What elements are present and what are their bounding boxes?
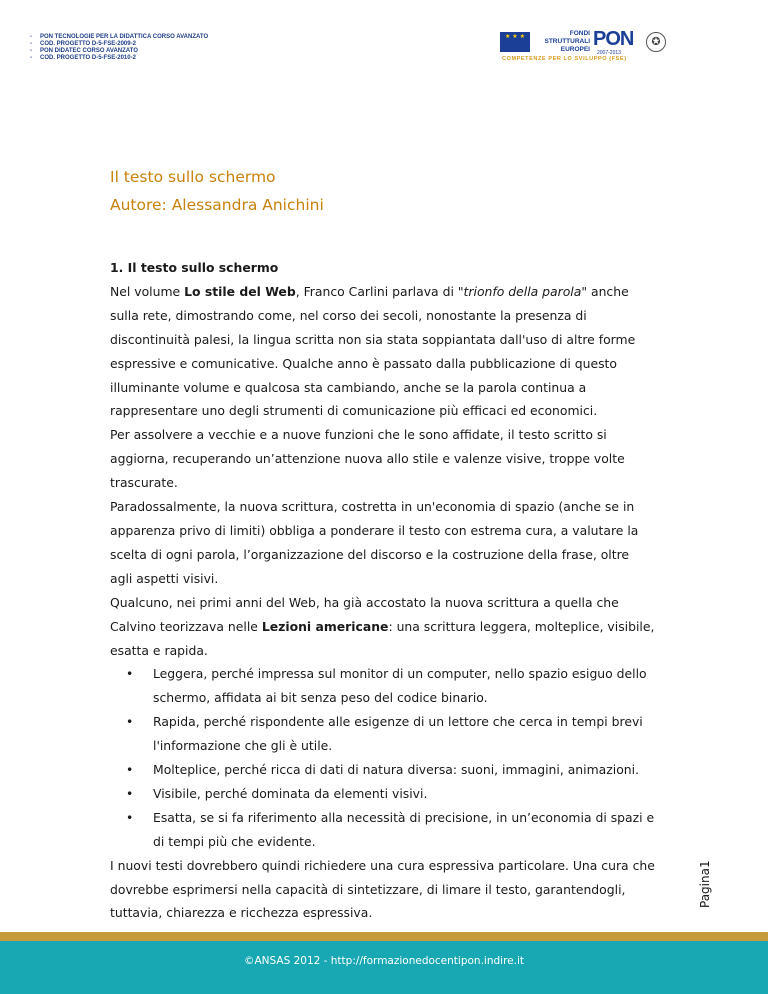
paragraph: I nuovi testi dovrebbero quindi richiedere una cura espressiva particolare. Una cura che dovrebbe esprimersi nella capacità di sintetizzare, di limare il testo, garantendogli, tuttavia, chiarezza e ricchezza espressiva. <box>110 857 655 921</box>
pon-logo: PON <box>593 28 634 50</box>
paragraph: Qualcuno, nei primi anni del Web, ha già accostato la nuova scrittura a quella che Calvino teorizzava nelle Lezioni americane: una scrittura leggera, molteplice, visibile, esatta e rapida. <box>110 594 655 658</box>
book-title: Lo stile del Web <box>184 283 296 299</box>
title-line: Il testo sullo schermo <box>110 168 276 186</box>
header-line: - PON TECNOLOGIE PER LA DIDATTICA CORSO AVANZATO <box>30 34 209 40</box>
bullet-icon: • <box>126 785 134 801</box>
section-heading: 1. Il testo sullo schermo <box>110 260 279 275</box>
bullet-icon: • <box>126 714 134 730</box>
bullet-icon: • <box>126 762 134 778</box>
paragraph: Nel volume Lo stile del Web, Franco Carlini parlava di "trionfo della parola" anche sulla rete, dimostrando come, nel corso dei secoli, nonostante la presenza di discontinuità palesi, la lingua scritta non sia stata soppiantata dall'uso di altre forme espressive e comunicative. Qualche anno è passato dalla pubblicazione di questo illuminante volume e qualcosa sta cambiando, anche se la parola continua a rappresentare uno degli strumenti di comunicazione più efficaci ed economici. <box>110 283 636 419</box>
list-item: • Visibile, perché dominata da elementi visivi. <box>153 782 655 806</box>
eu-flag-icon: ★ ★ ★ <box>500 32 530 52</box>
header-line: - COD. PROGETTO D-5-FSE-2010-2 <box>30 55 136 61</box>
book-title: Lezioni americane <box>261 618 389 634</box>
paragraph: Paradossalmente, la nuova scrittura, costretta in un'economia di spazio (anche se in apparenza privo di limiti) obbliga a ponderare il testo con estrema cura, a valutare la scelta di ogni parola, l’organizzazione del discorso e la costruzione della frase, oltre agli aspetti visivi. <box>110 499 639 586</box>
header-line: - COD. PROGETTO D-5-FSE-2009-2 <box>30 41 136 47</box>
bullet-icon: • <box>126 666 134 682</box>
document-title <box>110 163 324 219</box>
competenze-tagline: COMPETENZE PER LO SVILUPPO (FSE) <box>502 56 627 62</box>
paragraph: Per assolvere a vecchie e a nuove funzioni che le sono affidate, il testo scritto si aggiorna, recuperando un’attenzione nuova allo stile e valenze visive, troppe volte trascurate. <box>110 427 625 491</box>
header-line: - PON DIDATEC CORSO AVANZATO <box>30 48 138 54</box>
header-project-info <box>30 34 208 62</box>
list-item: • Leggera, perché impressa sul monitor di un computer, nello spazio esiguo dello schermo, affidata ai bit senza peso del codice binario. <box>153 662 655 710</box>
author-line: Autore: Alessandra Anichini <box>110 196 324 214</box>
bullet-list <box>110 662 655 853</box>
footer-gold-stripe <box>0 932 768 941</box>
italian-republic-emblem-icon: ✪ <box>646 32 666 52</box>
footer-text: ©ANSAS 2012 - http://formazionedocentipon.indire.it <box>244 955 524 967</box>
document-body <box>110 256 655 925</box>
quote-italic: trionfo della parola <box>463 283 582 299</box>
footer-band <box>0 941 768 994</box>
pon-logo-banner <box>500 30 670 66</box>
list-item: • Esatta, se si fa riferimento alla necessità di precisione, in un’economia di spazi e di tempi più che evidente. <box>153 806 655 854</box>
fondi-strutturali-logo: FONDI STRUTTURALI EUROPEI <box>544 30 590 53</box>
pon-years: 2007-2013 <box>597 50 621 56</box>
list-item: • Molteplice, perché ricca di dati di natura diversa: suoni, immagini, animazioni. <box>153 758 655 782</box>
bullet-icon: • <box>126 809 134 825</box>
list-item: • Rapida, perché rispondente alle esigenze di un lettore che cerca in tempi brevi l'informazione che gli è utile. <box>153 710 655 758</box>
page-number-label: Pagina1 <box>698 860 712 908</box>
